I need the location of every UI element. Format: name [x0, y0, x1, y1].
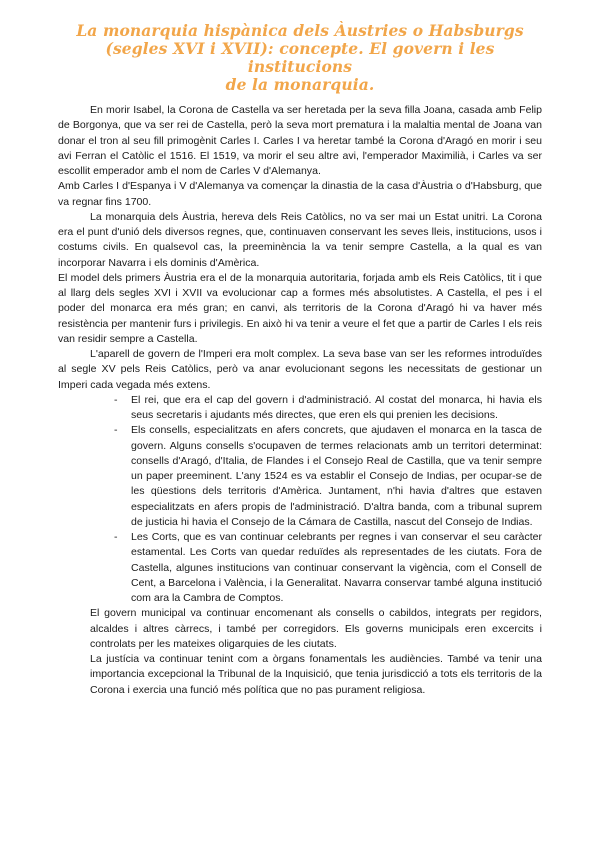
- list-item: [114, 423, 542, 530]
- list-dash: -: [114, 531, 118, 543]
- title-line: (segles XVI i XVII): concepte. El govern i les institucions: [105, 39, 495, 76]
- list-item: [114, 530, 542, 606]
- title-line: de la monarquia.: [225, 75, 375, 94]
- paragraph: L'aparell de govern de l'Imperi era molt complex. La seva base van ser les reformes introduïdes al segle XV pels Reis Catòlics, però va anar evolucionant segons les necessitats de gestionar un Imperi cada vegada més extens.: [58, 348, 542, 391]
- paragraph: La monarquia dels Àustria, hereva dels Reis Catòlics, no va ser mai un Estat unitri. La Corona era el punt d'unió dels diversos regnes, que, continuaven conservant les seves lleis, institucions, usos i costums civils. En qualsevol cas, la preeminència la va tenir sempre Castella, a la qual es van incorporar Navarra i els dominis d'Amèrica.: [58, 210, 542, 269]
- paragraph: Amb Carles I d'Espanya i V d'Alemanya va començar la dinastia de la casa d'Àustria o d'Habsburg, que va regnar fins 1700.: [58, 180, 542, 208]
- paragraph: El govern municipal va continuar encomenant als consells o cabildos, integrats per regidors, alcaldes i altres càrrecs, i també per corregidors. Els governs municipals eren excercits i controlats per les mateixes oligarquies de les ciutats.: [90, 607, 542, 650]
- list-dash: -: [114, 393, 118, 406]
- title-line: La monarquia hispànica dels Àustries o Habsburgs: [76, 21, 524, 40]
- list-item-text: Les Corts, que es van continuar celebrants per regnes i van conservar el seu caràcter estamental. Les Corts van quedar reduïdes als representades de les ciutats. Fora de Castella, algunes institucions van continuar conservant la vigència, com el Consell de Cent, a Barcelona i València, i la Generalitat. Navarra conservar també alguna institució com ara la Cambra de Comptos.: [131, 531, 542, 604]
- list-item-text: El rei, que era el cap del govern i d'administració. Al costat del monarca, hi havia els seus secretaris i ajudants més directes, que eren els qui prenien les decisions.: [131, 393, 542, 421]
- paragraph: El model dels primers Àustria era el de la monarquia autoritaria, forjada amb els Reis Catòlics, tit i que al llarg dels segles XVI i XVII va evolucionar cap a formes més absolutistes. A Castella, el pes i el poder del monarca era més gran; en canvi, als territoris de la Corona d'Aragó hi va haver més resistència per mantenir furs i privilegis. En això hi va tenir a veure el fet que a partir de Carles I els reis van residir sempre a Castella.: [58, 271, 542, 345]
- paragraph: En morir Isabel, la Corona de Castella va ser heretada per la seva filla Joana, casada amb Felip de Borgonya, que va ser rei de Castella, però la seva mort prematura i la malaltia mental de Joana van donar el tron al seu fill primogènit Carles I. Carles I va heretar també la Corona d'Aragó en morir i seu avi Ferran el Catòlic el 1516. El 1519, va morir el seu altre avi, l'emperador Maximilià, i Carles va ser escollit emperador amb el nom de Carles V d'Alemanya.: [58, 104, 542, 177]
- document-title: [58, 22, 542, 94]
- paragraph: La justícia va continuar tenint com a òrgans fonamentals les audiències. També va tenir una importancia excepcional la Tribunal de la Inquisició, que tenia jurisdicció a tots els territoris de la Corona i exercia una funció més política que no pas purament religiosa.: [90, 653, 542, 696]
- list-item: [114, 393, 542, 424]
- institutions-list: [58, 393, 542, 607]
- list-item-text: Els consells, especialitzats en afers concrets, que ajudaven el monarca en la tasca de govern. Alguns consells s'ocupaven de termes relacionats amb un territori determinat: consells d'Aragó, d'Italia, de Flandes i el Consejo Real de Castilla, que va tenir sempre un paper preeminent. L'any 1524 es va establir el Consejo de Indias, per ocupar-se de les qüestions dels territoris d'Amèrica. Juntament, n'hi havia d'altres que estaven especialitzats en afers propis de l'administració. D'altra banda, com a tribunal suprem de justicia hi havia el Consejo de la Cámara de Castilla, nascut del Consejo de Indias.: [131, 424, 542, 528]
- document-body: [58, 103, 542, 698]
- list-dash: -: [114, 424, 118, 437]
